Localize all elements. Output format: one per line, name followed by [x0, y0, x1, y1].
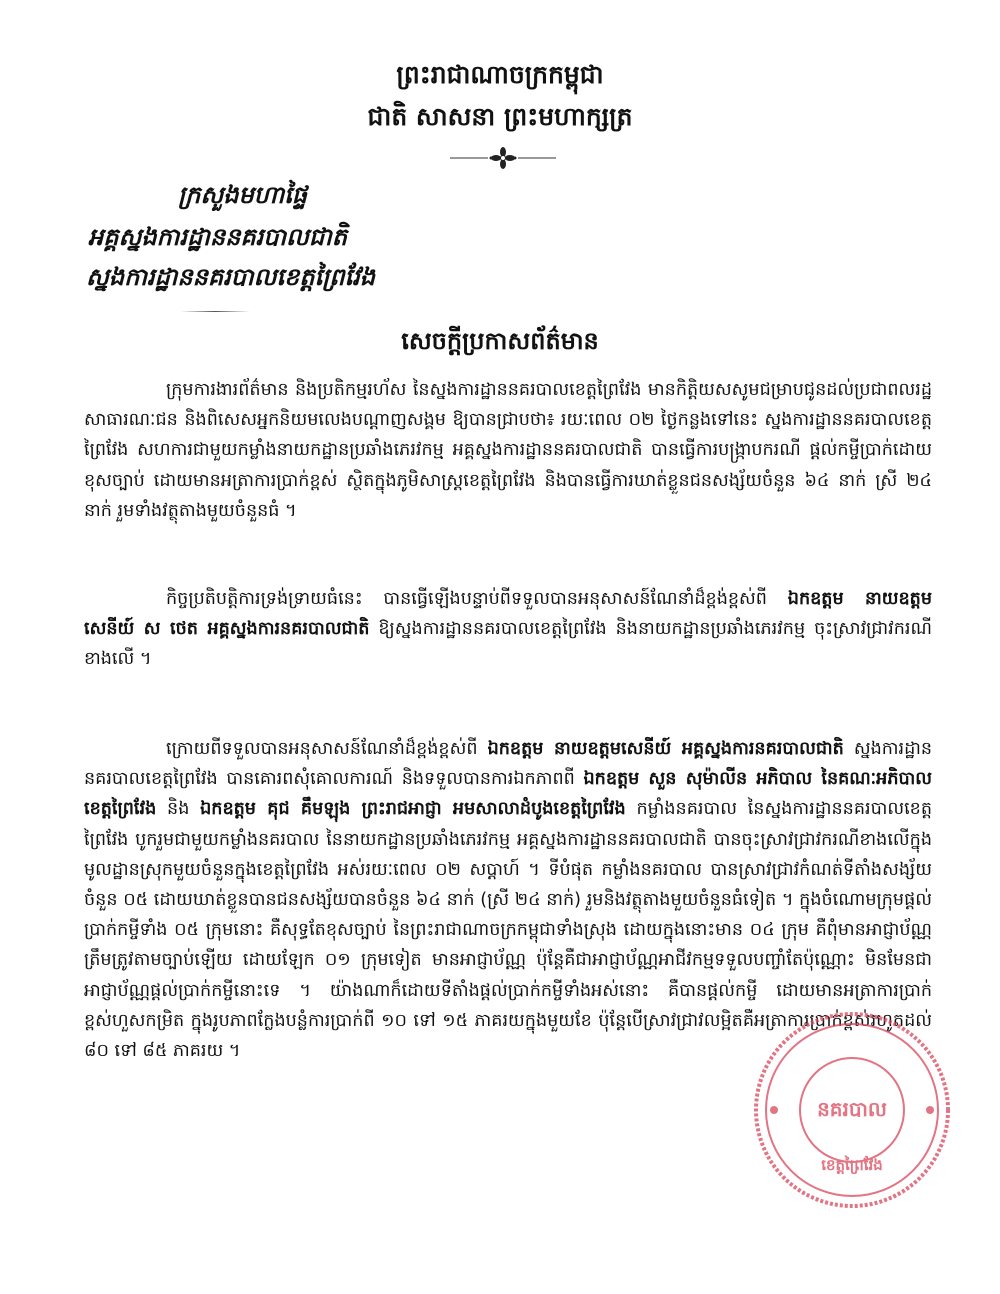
ministry-name: ក្រសួងមហាផ្ទៃ [178, 181, 308, 209]
paragraph-text: ឱ្យស្នងការដ្ឋាននគរបាលខេត្តព្រៃវែង និងនាយកដ្ឋានប្រឆាំងភេរវកម្ម ចុះស្រាវជ្រាវករណីខាងលើ ។ [84, 619, 932, 670]
paragraph-2 [84, 584, 932, 675]
paragraph-text: ស្នងការដ្ឋាននគរបាលខេត្តព្រៃវែង បានគោរពសុំគោលការណ៍ និងទទួលបានការឯកភាពពី [84, 739, 932, 790]
bold-official-name: ឯកឧត្តម នាយឧត្តមសេនីយ៍ អគ្គស្នងការនគរបាលជាតិ [487, 739, 844, 759]
paragraph-text: ក្រោយពីទទួលបានអនុសាសន៍ណែនាំដ៏ខ្ពង់ខ្ពស់ពី [166, 739, 488, 759]
bold-official-name: ឯកឧត្តម នាយឧត្តមសេនីយ៍ ស ថេត អគ្គស្នងការនគរបាលជាតិ [84, 589, 932, 640]
national-motto: ជាតិ សាសនា ព្រះមហាក្សត្រ [367, 102, 633, 131]
paragraph-text: កម្លាំងនគរបាល នៃស្នងការដ្ឋាននគរបាលខេត្តព្រៃវែង បូករួមជាមួយកម្លាំងនគរបាល នៃនាយកដ្ឋានប្រឆាំងភេរវកម្ម អគ្គស្នងការដ្ឋាននគរបាលជាតិ បានចុះស្រាវជ្រាវករណីខាងលើក្នុងមូលដ្ឋានស្រុកមួយចំនួនក្នុងខេត្តព្រៃវែង អស់រយៈពេល ០២ សប្តាហ៍ ។ ទីបំផុត កម្លាំងនគរបាល បានស្រាវជ្រាវកំណត់ទីតាំងសង្ស័យចំនួន ០៥ ដោយឃាត់ខ្លួនបានជនសង្ស័យបានចំនួន ៦៤ នាក់ (ស្រី ២៤ នាក់) រួមនិងវត្ថុតាងមួយចំនួនធំទៀត ។ ក្នុងចំណោមក្រុមផ្តល់ប្រាក់កម្ចីទាំង ០៥ ក្រុមនោះ គឺសុទ្ធតែខុសច្បាប់ នៃព្រះរាជាណាចក្រកម្ពុជាទាំងស្រុង ដោយក្នុងនោះមាន ០៤ ក្រុម គឺពុំមានអាជ្ញាប័ណ្ណត្រឹមត្រូវតាមច្បាប់ឡើយ ដោយឡែក ០១ ក្រុមទៀត មានអាជ្ញាប័ណ្ណ ប៉ុន្តែគឺជាអាជ្ញាប័ណ្ណអាជីវកម្មទទួលបញ្ចាំតែប៉ុណ្ណោះ មិនមែនជាអាជ្ញាប័ណ្ណផ្តល់ប្រាក់កម្ចីនោះទេ ។ យ៉ាងណាក៏ដោយទីតាំងផ្តល់ប្រាក់កម្ចីទាំងអស់នោះ គឺបានផ្តល់កម្ចី ដោយមានអត្រាការប្រាក់ខ្ពស់ហួសកម្រិត ក្នុងរូបភាពក្លែងបន្លំការប្រាក់ពី ១០ ទៅ ១៥ ភាគរយក្នុងមួយខែ ប៉ុន្តែបើស្រាវជ្រាវលម្អិតគឺអត្រាការប្រាក់ខ្ពស់រហូតដល់ ៨០ ទៅ ៨៥ ភាគរយ ។ [84, 799, 932, 1062]
kingdom-heading: ព្រះរាជាណាចក្រកម្ពុជា [396, 60, 604, 89]
document-title: សេចក្តីប្រកាសព័ត៌មាន [401, 327, 599, 355]
divider [180, 311, 250, 312]
provincial-commissariat-name: ស្នងការដ្ឋាននគរបាលខេត្តព្រៃវែង [86, 263, 375, 291]
stamp-bottom-text: ខេត្តព្រៃវែង [821, 1156, 883, 1174]
bold-official-name: ឯកឧត្តម សួន សុម៉ាលីន អភិបាល នៃគណៈអភិបាលខេត្តព្រៃវែង [84, 769, 932, 820]
bold-official-name: ឯកឧត្តម គុជ គឹមឡុង ព្រះរាជអាជ្ញា អមសាលាដំបូងខេត្តព្រៃវែង [200, 799, 626, 820]
paragraph-text: កិច្ចប្រតិបត្តិការទ្រង់ទ្រាយធំនេះ បានធ្វើឡើងបន្ទាប់ពីទទួលបានអនុសាសន៍ណែនាំដ៏ខ្ពង់ខ្ពស់ពី [166, 589, 788, 609]
paragraph-1 [84, 375, 932, 526]
paragraph-text: និង [156, 799, 201, 820]
paragraph-text: ក្រុមការងារព័ត៌មាន និងប្រតិកម្មរហ័ស នៃស្នងការដ្ឋាននគរបាលខេត្តព្រៃវែង មានកិត្តិយសសូមជម្រាបជូនដល់ប្រជាពលរដ្ឋ សាធារណៈជន និងពិសេសអ្នកនិយមលេងបណ្តាញសង្គម ឱ្យបានជ្រាបថា៖ រយៈពេល ០២ ថ្ងៃកន្លងទៅនេះ ស្នងការដ្ឋាននគរបាលខេត្តព្រៃវែង សហការជាមួយកម្លាំងនាយកដ្ឋានប្រឆាំងភេរវកម្ម អគ្គស្នងការដ្ឋាននគរបាលជាតិ បានធ្វើការបង្ក្រាបករណី ផ្តល់កម្ចីប្រាក់ដោយខុសច្បាប់ ដោយមានអត្រាការប្រាក់ខ្ពស់ ស្ថិតក្នុងភូមិសាស្ត្រខេត្តព្រៃវែង និងបានធ្វើការឃាត់ខ្លួនជនសង្ស័យចំនួន ៦៤ នាក់ ស្រី ២៤ នាក់ រួមទាំងវត្ថុតាងមួយចំនួនធំ ។ [84, 380, 932, 521]
official-seal-stamp [752, 1010, 952, 1210]
stamp-center-text: នគរបាល [817, 1097, 887, 1121]
floral-divider-icon [448, 146, 558, 170]
department-name: អគ្គស្នងការដ្ឋាននគរបាលជាតិ [88, 223, 347, 251]
